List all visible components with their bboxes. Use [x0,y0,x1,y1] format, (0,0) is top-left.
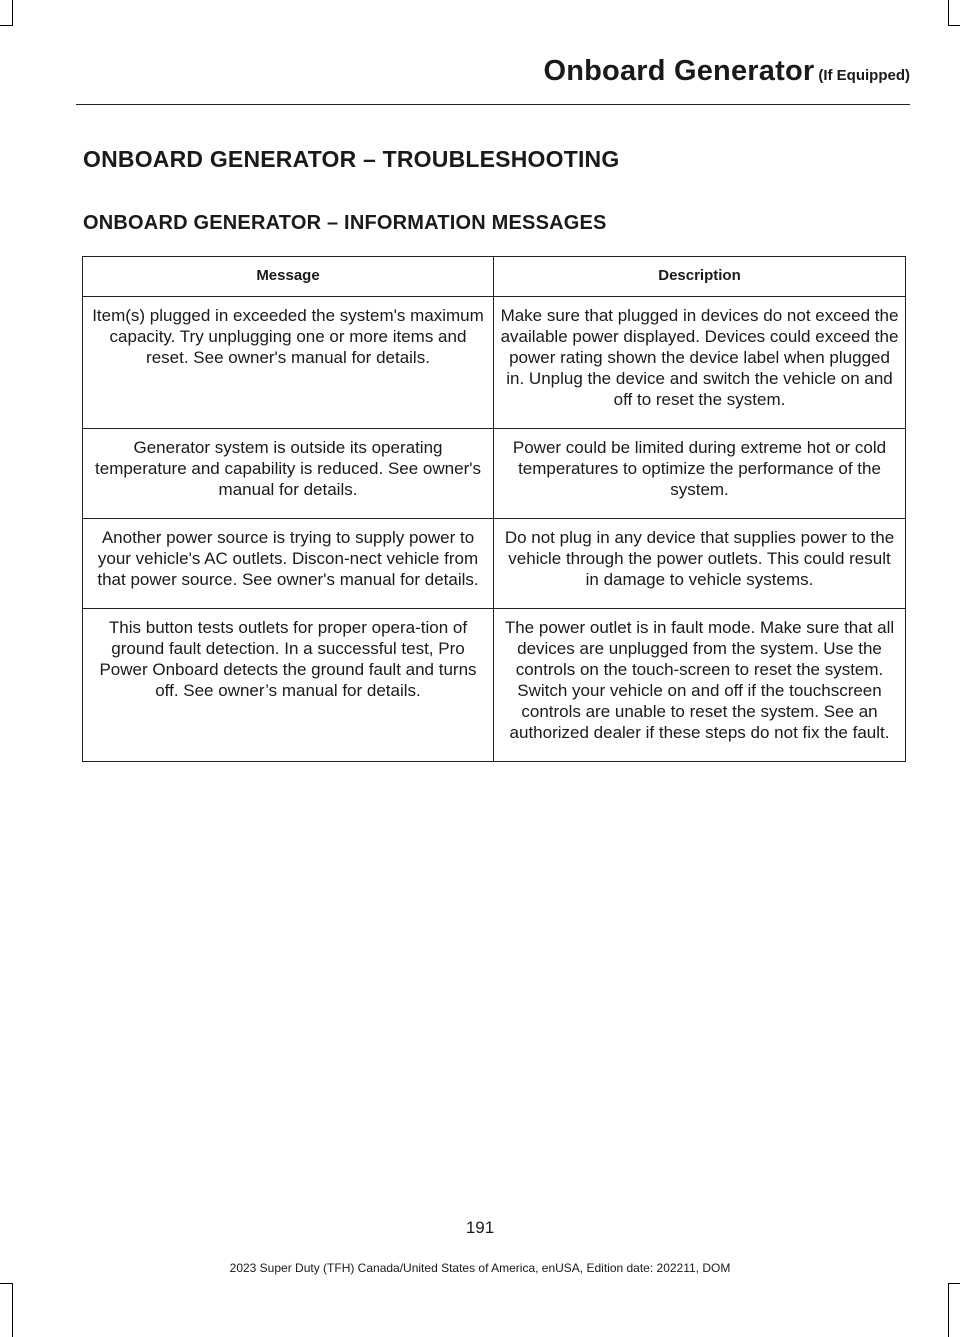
crop-mark-top-left-h [0,25,13,26]
information-messages-table [82,256,906,762]
crop-mark-top-right [948,0,949,26]
message-cell: Generator system is outside its operating temperature and capability is reduced. See owner's manual for details. [83,429,494,519]
table-row [83,297,906,429]
crop-mark-top-left [12,0,13,26]
footer-edition-info: 2023 Super Duty (TFH) Canada/United States of America, enUSA, Edition date: 202211, DOM [229,1261,731,1275]
sub-section-title: ONBOARD GENERATOR – INFORMATION MESSAGES [83,212,607,234]
header-title: Onboard Generator [543,55,815,87]
description-cell: The power outlet is in fault mode. Make sure that all devices are unplugged from the system. Use the controls on the touch-screen to reset the system. Switch your vehicle on and off if the touchscreen controls are unable to reset the system. See an authorized dealer if these steps do not fix the fault. [494,609,906,762]
crop-mark-bottom-right-h [948,1283,960,1284]
message-cell: This button tests outlets for proper opera-tion of ground fault detection. In a successful test, Pro Power Onboard detects the ground fault and turns off. See owner’s manual for details. [83,609,494,762]
table-row [83,609,906,762]
page-number: 191 [465,1218,495,1237]
crop-mark-bottom-left-h [0,1283,13,1284]
message-cell: Item(s) plugged in exceeded the system's maximum capacity. Try unplugging one or more items and reset. See owner's manual for details. [83,297,494,429]
table-row [83,519,906,609]
description-cell: Power could be limited during extreme hot or cold temperatures to optimize the performance of the system. [494,429,906,519]
crop-mark-bottom-left [12,1283,13,1337]
page-header [0,55,910,88]
description-cell: Do not plug in any device that supplies power to the vehicle through the power outlets. This could result in damage to vehicle systems. [494,519,906,609]
header-subtitle: (If Equipped) [818,67,910,84]
description-cell: Make sure that plugged in devices do not exceed the available power displayed. Devices could exceed the power rating shown the device label when plugged in. Unplug the device and switch the vehicle on and off to reset the system. [494,297,906,429]
column-header-description: Description [494,257,906,297]
table-row [83,429,906,519]
crop-mark-bottom-right [948,1283,949,1337]
column-header-message: Message [83,257,494,297]
table-header-row [83,257,906,297]
crop-mark-top-right-h [948,25,960,26]
section-title: ONBOARD GENERATOR – TROUBLESHOOTING [83,146,620,172]
header-rule [76,104,910,105]
message-cell: Another power source is trying to supply power to your vehicle's AC outlets. Discon-nect vehicle from that power source. See owner's manual for details. [83,519,494,609]
